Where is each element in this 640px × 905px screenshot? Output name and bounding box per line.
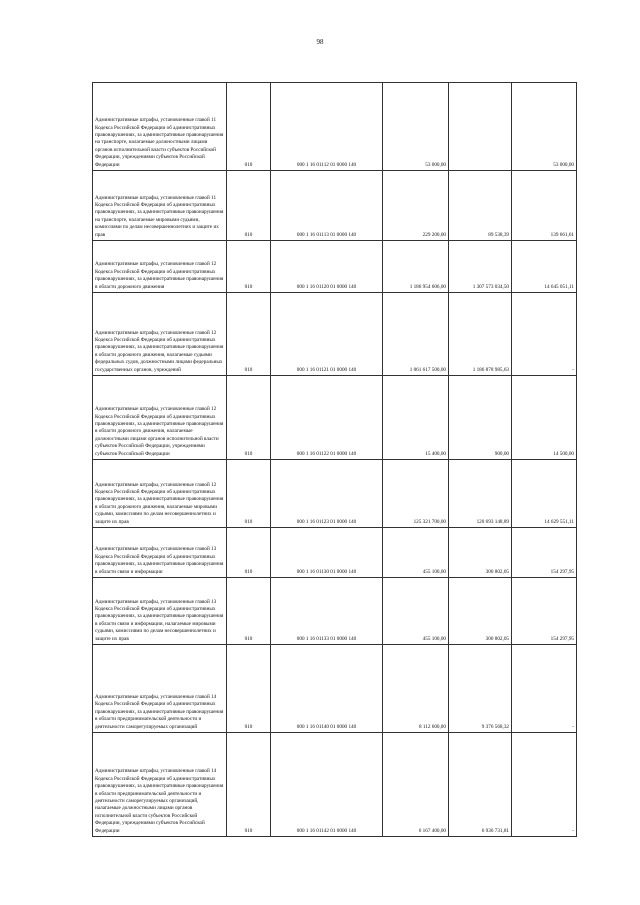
table-row	[93, 645, 577, 733]
line-code-cell: 010	[227, 528, 271, 578]
revenue-name-cell: Административные штрафы, установленные главой 13 Кодекса Российской Федерации об административных правонарушениях, за административные правонарушения в области связи и информации, налагаемые мировыми судьями, комиссиями по делам несовершеннолетних и защите их прав	[93, 578, 227, 645]
revenue-table	[92, 82, 577, 837]
table-row	[93, 376, 577, 460]
revenue-name-cell: Административные штрафы, установленные главой 11 Кодекса Российской Федерации об административных правонарушениях, за административные правонарушения на транспорте, налагаемые мировыми судьями, комиссиями по делам несовершеннолетних и защите их прав	[93, 171, 227, 241]
line-code-cell: 010	[227, 578, 271, 645]
revenue-name-cell: Административные штрафы, установленные главой 12 Кодекса Российской Федерации об административных правонарушениях, за административные правонарушения в области дорожного движения	[93, 241, 227, 293]
kbk-code-cell: 000 1 16 01121 01 0000 140	[271, 293, 383, 376]
line-code-cell: 010	[227, 733, 271, 837]
revenue-name-cell: Административные штрафы, установленные главой 12 Кодекса Российской Федерации об административных правонарушениях, за административные правонарушения в области дорожного движения, налагаемые мировыми судьями, комиссиями по делам несовершеннолетних и защите их прав	[93, 460, 227, 528]
remainder-amount-cell: 14 645 051,11	[512, 241, 577, 293]
revenue-name-cell: Административные штрафы, установленные главой 13 Кодекса Российской Федерации об административных правонарушениях, за административные правонарушения в области связи и информации	[93, 528, 227, 578]
line-code-cell: 010	[227, 460, 271, 528]
line-code-cell: 010	[227, 376, 271, 460]
kbk-code-cell: 000 1 16 01133 01 0000 140	[271, 578, 383, 645]
remainder-amount-cell: 14 629 551,11	[512, 460, 577, 528]
table-row	[93, 171, 577, 241]
executed-amount-cell	[449, 83, 512, 171]
remainder-amount-cell: 154 297,95	[512, 528, 577, 578]
approved-amount-cell: 229 200,00	[383, 171, 449, 241]
approved-amount-cell: 8 112 600,00	[383, 645, 449, 733]
revenue-name-cell: Административные штрафы, установленные главой 12 Кодекса Российской Федерации об административных правонарушениях, за административные правонарушения в области дорожного движения, налагаемые судьями федеральных судов, должностными лицами федеральных государственных органов, учреждений	[93, 293, 227, 376]
kbk-code-cell: 000 1 16 01112 01 0000 140	[271, 83, 383, 171]
page-number: 98	[316, 38, 324, 46]
executed-amount-cell: 1 186 878 985,63	[449, 293, 512, 376]
approved-amount-cell: 1 186 954 606,00	[383, 241, 449, 293]
executed-amount-cell: 120 693 148,89	[449, 460, 512, 528]
kbk-code-cell: 000 1 16 01123 01 0000 140	[271, 460, 383, 528]
table-row	[93, 460, 577, 528]
table-row	[93, 293, 577, 376]
revenue-name-cell: Административные штрафы, установленные главой 11 Кодекса Российской Федерации об административных правонарушениях, за административные правонарушения на транспорте, налагаемые должностными лицами органов исполнительной власти субъектов Российской Федерации, учреждениями субъектов Российской Федерации	[93, 83, 227, 171]
table-row	[93, 528, 577, 578]
line-code-cell: 010	[227, 645, 271, 733]
line-code-cell: 010	[227, 171, 271, 241]
table-row	[93, 83, 577, 171]
approved-amount-cell: 15 400,00	[383, 376, 449, 460]
executed-amount-cell: 900,00	[449, 376, 512, 460]
approved-amount-cell: 53 000,00	[383, 83, 449, 171]
remainder-amount-cell: 53 000,00	[512, 83, 577, 171]
approved-amount-cell: 125 321 700,00	[383, 460, 449, 528]
kbk-code-cell: 000 1 16 01130 01 0000 140	[271, 528, 383, 578]
table-row	[93, 578, 577, 645]
kbk-code-cell: 000 1 16 01142 01 0000 140	[271, 733, 383, 837]
approved-amount-cell: 455 100,00	[383, 578, 449, 645]
executed-amount-cell: 9 376 568,32	[449, 645, 512, 733]
approved-amount-cell: 455 100,00	[383, 528, 449, 578]
revenue-name-cell: Административные штрафы, установленные главой 12 Кодекса Российской Федерации об административных правонарушениях, за административные правонарушения в области дорожного движения, налагаемые должностными лицами органов исполнительной власти субъектов Российской Федерации, учреждениями субъектов Российской Федерации	[93, 376, 227, 460]
approved-amount-cell: 1 061 617 500,00	[383, 293, 449, 376]
approved-amount-cell: 6 167 400,00	[383, 733, 449, 837]
table-row	[93, 241, 577, 293]
remainder-amount-cell: 139 661,61	[512, 171, 577, 241]
revenue-name-cell: Административные штрафы, установленные главой 14 Кодекса Российской Федерации об административных правонарушениях, за административные правонарушения в области предпринимательской деятельности и деятельности саморегулируемых организаций, налагаемые должностными лицами органов исполнительной власти субъектов Российской Федерации, учреждениями субъектов Российской Федерации	[93, 733, 227, 837]
remainder-amount-cell: -	[512, 733, 577, 837]
remainder-amount-cell: -	[512, 645, 577, 733]
executed-amount-cell: 300 802,05	[449, 528, 512, 578]
executed-amount-cell: 300 802,05	[449, 578, 512, 645]
kbk-code-cell: 000 1 16 01120 01 0000 140	[271, 241, 383, 293]
executed-amount-cell: 1 307 573 034,50	[449, 241, 512, 293]
revenue-name-cell: Административные штрафы, установленные главой 14 Кодекса Российской Федерации об административных правонарушениях, за административные правонарушения в области предпринимательской деятельности и деятельности саморегулируемых организаций	[93, 645, 227, 733]
line-code-cell: 010	[227, 293, 271, 376]
remainder-amount-cell: 14 500,00	[512, 376, 577, 460]
executed-amount-cell: 89 538,39	[449, 171, 512, 241]
executed-amount-cell: 6 936 731,81	[449, 733, 512, 837]
kbk-code-cell: 000 1 16 01122 01 0000 140	[271, 376, 383, 460]
line-code-cell: 010	[227, 241, 271, 293]
kbk-code-cell: 000 1 16 01113 01 0000 140	[271, 171, 383, 241]
table-row	[93, 733, 577, 837]
remainder-amount-cell: -	[512, 293, 577, 376]
remainder-amount-cell: 154 297,95	[512, 578, 577, 645]
kbk-code-cell: 000 1 16 01140 01 0000 140	[271, 645, 383, 733]
line-code-cell: 010	[227, 83, 271, 171]
